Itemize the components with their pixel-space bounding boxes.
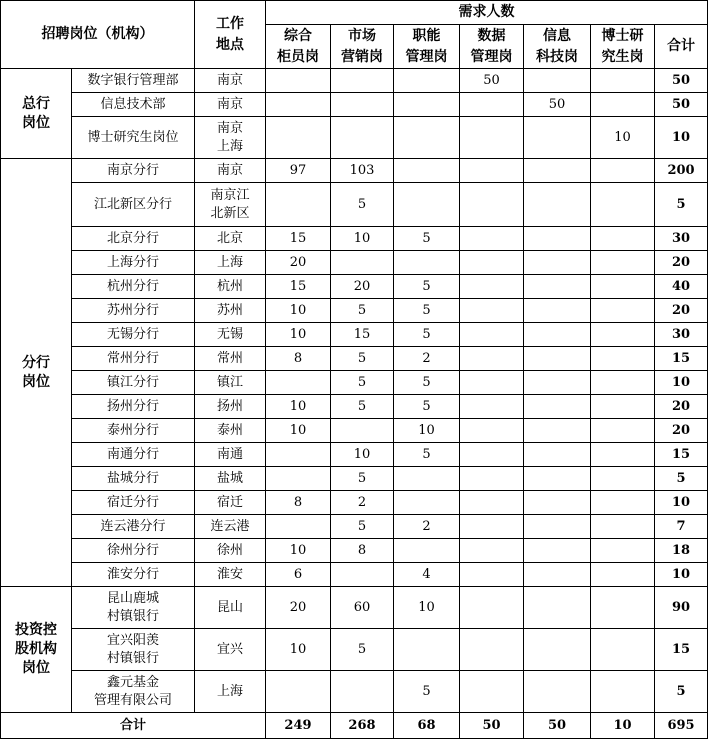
demand-value: 5 <box>394 395 460 419</box>
demand-value <box>524 467 591 491</box>
demand-value <box>524 395 591 419</box>
demand-value: 10 <box>266 419 331 443</box>
demand-value <box>460 515 524 539</box>
work-location: 扬州 <box>195 395 266 419</box>
table-row <box>1 539 708 563</box>
demand-value <box>591 251 655 275</box>
total-value: 50 <box>460 713 524 739</box>
institution-name: 徐州分行 <box>72 539 195 563</box>
header-col-total: 合计 <box>655 25 708 69</box>
demand-value <box>460 671 524 713</box>
table-row <box>1 371 708 395</box>
row-total: 10 <box>655 371 708 395</box>
totals-row <box>1 713 708 739</box>
institution-name: 扬州分行 <box>72 395 195 419</box>
demand-value <box>524 671 591 713</box>
demand-value: 2 <box>331 491 394 515</box>
work-location: 镇江 <box>195 371 266 395</box>
work-location: 北京 <box>195 227 266 251</box>
work-location: 上海 <box>195 671 266 713</box>
institution-name: 无锡分行 <box>72 323 195 347</box>
table-row <box>1 69 708 93</box>
table-row <box>1 629 708 671</box>
institution-name: 宜兴阳羡 村镇银行 <box>72 629 195 671</box>
demand-value <box>266 467 331 491</box>
demand-value <box>394 93 460 117</box>
work-location: 南京 <box>195 159 266 183</box>
demand-value <box>591 491 655 515</box>
demand-value: 10 <box>266 299 331 323</box>
institution-name: 南京分行 <box>72 159 195 183</box>
demand-value <box>524 563 591 587</box>
row-total: 5 <box>655 671 708 713</box>
table-row <box>1 491 708 515</box>
table-row <box>1 347 708 371</box>
row-total: 15 <box>655 347 708 371</box>
demand-value <box>591 395 655 419</box>
demand-value <box>331 93 394 117</box>
demand-value <box>460 275 524 299</box>
row-total: 7 <box>655 515 708 539</box>
demand-value <box>460 491 524 515</box>
demand-value <box>331 251 394 275</box>
work-location: 昆山 <box>195 587 266 629</box>
demand-value: 5 <box>394 323 460 347</box>
work-location: 盐城 <box>195 467 266 491</box>
demand-value <box>394 117 460 159</box>
header-col-marketing: 市场 营销岗 <box>331 25 394 69</box>
institution-name: 上海分行 <box>72 251 195 275</box>
work-location: 南京 <box>195 93 266 117</box>
total-value: 268 <box>331 713 394 739</box>
demand-value <box>591 183 655 227</box>
totals-label: 合计 <box>1 713 266 739</box>
demand-value <box>591 69 655 93</box>
table-header <box>1 1 708 69</box>
demand-value: 5 <box>331 467 394 491</box>
demand-value: 15 <box>266 227 331 251</box>
demand-value <box>524 443 591 467</box>
table-row <box>1 93 708 117</box>
demand-value <box>460 395 524 419</box>
demand-value <box>460 563 524 587</box>
demand-value <box>460 467 524 491</box>
row-total: 18 <box>655 539 708 563</box>
demand-value <box>394 159 460 183</box>
row-total: 90 <box>655 587 708 629</box>
demand-value <box>460 539 524 563</box>
demand-value: 5 <box>331 371 394 395</box>
demand-value: 10 <box>331 227 394 251</box>
demand-value: 2 <box>394 515 460 539</box>
demand-value: 5 <box>331 629 394 671</box>
demand-value: 20 <box>266 251 331 275</box>
demand-value <box>460 371 524 395</box>
demand-value <box>331 671 394 713</box>
demand-value <box>591 563 655 587</box>
table-row <box>1 323 708 347</box>
demand-value: 10 <box>266 629 331 671</box>
row-total: 50 <box>655 93 708 117</box>
demand-value <box>524 539 591 563</box>
demand-value: 10 <box>266 323 331 347</box>
demand-value <box>266 671 331 713</box>
table-row <box>1 299 708 323</box>
total-value: 50 <box>524 713 591 739</box>
demand-value <box>591 299 655 323</box>
demand-value <box>460 117 524 159</box>
demand-value <box>524 491 591 515</box>
demand-value: 50 <box>524 93 591 117</box>
demand-value: 5 <box>331 299 394 323</box>
demand-value <box>460 299 524 323</box>
demand-value: 5 <box>331 395 394 419</box>
demand-value <box>266 117 331 159</box>
demand-value <box>266 93 331 117</box>
demand-value: 5 <box>331 515 394 539</box>
header-col-it: 信息 科技岗 <box>524 25 591 69</box>
demand-value: 5 <box>394 275 460 299</box>
institution-name: 南通分行 <box>72 443 195 467</box>
demand-value: 8 <box>266 491 331 515</box>
work-location: 南京江 北新区 <box>195 183 266 227</box>
demand-value: 15 <box>331 323 394 347</box>
table-row <box>1 563 708 587</box>
demand-value <box>591 515 655 539</box>
row-total: 10 <box>655 563 708 587</box>
header-col-teller: 综合 柜员岗 <box>266 25 331 69</box>
demand-value: 5 <box>394 443 460 467</box>
demand-value <box>591 443 655 467</box>
total-value: 249 <box>266 713 331 739</box>
demand-value <box>460 251 524 275</box>
demand-value: 50 <box>460 69 524 93</box>
institution-name: 昆山鹿城 村镇银行 <box>72 587 195 629</box>
total-value: 68 <box>394 713 460 739</box>
demand-value <box>524 183 591 227</box>
demand-value: 4 <box>394 563 460 587</box>
demand-value <box>524 69 591 93</box>
demand-value <box>591 275 655 299</box>
demand-value <box>591 93 655 117</box>
institution-name: 博士研究生岗位 <box>72 117 195 159</box>
demand-value: 20 <box>266 587 331 629</box>
demand-value <box>460 159 524 183</box>
demand-value <box>524 629 591 671</box>
demand-value <box>591 323 655 347</box>
demand-value <box>394 467 460 491</box>
demand-value <box>591 371 655 395</box>
row-total: 15 <box>655 629 708 671</box>
table-body <box>1 69 708 713</box>
table-row <box>1 587 708 629</box>
demand-value: 103 <box>331 159 394 183</box>
institution-name: 淮安分行 <box>72 563 195 587</box>
row-total: 10 <box>655 491 708 515</box>
demand-value <box>591 467 655 491</box>
row-total: 200 <box>655 159 708 183</box>
institution-name: 常州分行 <box>72 347 195 371</box>
institution-name: 盐城分行 <box>72 467 195 491</box>
demand-value <box>460 629 524 671</box>
institution-name: 泰州分行 <box>72 419 195 443</box>
demand-value <box>331 117 394 159</box>
table-row <box>1 443 708 467</box>
demand-value <box>331 419 394 443</box>
work-location: 杭州 <box>195 275 266 299</box>
work-location: 上海 <box>195 251 266 275</box>
row-total: 20 <box>655 251 708 275</box>
table-row <box>1 117 708 159</box>
demand-value <box>524 227 591 251</box>
institution-name: 镇江分行 <box>72 371 195 395</box>
demand-value <box>591 671 655 713</box>
demand-value <box>591 539 655 563</box>
demand-value <box>266 371 331 395</box>
row-total: 10 <box>655 117 708 159</box>
demand-value <box>266 69 331 93</box>
demand-value <box>524 587 591 629</box>
demand-value: 97 <box>266 159 331 183</box>
table-row <box>1 419 708 443</box>
demand-value <box>460 227 524 251</box>
demand-value <box>524 117 591 159</box>
demand-value: 10 <box>331 443 394 467</box>
header-position-institution: 招聘岗位（机构） <box>1 1 195 69</box>
work-location: 泰州 <box>195 419 266 443</box>
demand-value: 5 <box>394 671 460 713</box>
row-total: 40 <box>655 275 708 299</box>
demand-value: 10 <box>266 539 331 563</box>
demand-value <box>524 251 591 275</box>
demand-value: 5 <box>331 183 394 227</box>
demand-value <box>591 347 655 371</box>
row-total: 50 <box>655 69 708 93</box>
demand-value <box>591 159 655 183</box>
work-location: 无锡 <box>195 323 266 347</box>
demand-value <box>394 539 460 563</box>
demand-value <box>460 587 524 629</box>
work-location: 南通 <box>195 443 266 467</box>
total-value: 10 <box>591 713 655 739</box>
demand-value <box>524 515 591 539</box>
header-col-phd: 博士研 究生岗 <box>591 25 655 69</box>
demand-value <box>460 347 524 371</box>
row-total: 15 <box>655 443 708 467</box>
header-work-location: 工作 地点 <box>195 1 266 69</box>
demand-value: 6 <box>266 563 331 587</box>
demand-value <box>460 93 524 117</box>
group-label: 分行 岗位 <box>1 159 72 587</box>
institution-name: 信息技术部 <box>72 93 195 117</box>
group-label: 总行 岗位 <box>1 69 72 159</box>
work-location: 南京 <box>195 69 266 93</box>
table-row <box>1 515 708 539</box>
demand-value <box>591 227 655 251</box>
total-value: 695 <box>655 713 708 739</box>
institution-name: 宿迁分行 <box>72 491 195 515</box>
group-label: 投资控 股机构 岗位 <box>1 587 72 713</box>
demand-value <box>524 323 591 347</box>
work-location: 南京 上海 <box>195 117 266 159</box>
row-total: 30 <box>655 323 708 347</box>
demand-value: 2 <box>394 347 460 371</box>
table-row <box>1 159 708 183</box>
work-location: 徐州 <box>195 539 266 563</box>
demand-value: 5 <box>331 347 394 371</box>
institution-name: 鑫元基金 管理有限公司 <box>72 671 195 713</box>
demand-value <box>394 183 460 227</box>
demand-value <box>331 69 394 93</box>
table-row <box>1 275 708 299</box>
demand-value: 15 <box>266 275 331 299</box>
demand-value <box>524 299 591 323</box>
demand-value <box>394 251 460 275</box>
demand-value <box>460 323 524 347</box>
demand-value: 5 <box>394 371 460 395</box>
demand-value: 10 <box>394 419 460 443</box>
work-location: 淮安 <box>195 563 266 587</box>
demand-value <box>524 159 591 183</box>
demand-value <box>394 491 460 515</box>
demand-value: 10 <box>394 587 460 629</box>
row-total: 20 <box>655 299 708 323</box>
demand-value: 5 <box>394 227 460 251</box>
row-total: 20 <box>655 395 708 419</box>
work-location: 宜兴 <box>195 629 266 671</box>
table-row <box>1 183 708 227</box>
header-demand-count: 需求人数 <box>266 1 708 25</box>
demand-value <box>266 515 331 539</box>
demand-value: 8 <box>266 347 331 371</box>
demand-value <box>524 275 591 299</box>
institution-name: 北京分行 <box>72 227 195 251</box>
table-row <box>1 467 708 491</box>
demand-value <box>394 629 460 671</box>
work-location: 苏州 <box>195 299 266 323</box>
work-location: 宿迁 <box>195 491 266 515</box>
demand-value <box>460 183 524 227</box>
demand-value <box>460 443 524 467</box>
header-col-admin: 职能 管理岗 <box>394 25 460 69</box>
table-row <box>1 395 708 419</box>
institution-name: 连云港分行 <box>72 515 195 539</box>
row-total: 30 <box>655 227 708 251</box>
demand-value: 10 <box>266 395 331 419</box>
header-col-data: 数据 管理岗 <box>460 25 524 69</box>
demand-value: 60 <box>331 587 394 629</box>
demand-value: 5 <box>394 299 460 323</box>
demand-value: 20 <box>331 275 394 299</box>
demand-value <box>331 563 394 587</box>
demand-value <box>266 183 331 227</box>
work-location: 常州 <box>195 347 266 371</box>
work-location: 连云港 <box>195 515 266 539</box>
row-total: 5 <box>655 467 708 491</box>
demand-value: 10 <box>591 117 655 159</box>
table-row <box>1 251 708 275</box>
institution-name: 江北新区分行 <box>72 183 195 227</box>
demand-value <box>591 629 655 671</box>
institution-name: 杭州分行 <box>72 275 195 299</box>
institution-name: 数字银行管理部 <box>72 69 195 93</box>
table-row <box>1 671 708 713</box>
demand-value <box>524 347 591 371</box>
demand-value <box>524 419 591 443</box>
row-total: 5 <box>655 183 708 227</box>
demand-value <box>394 69 460 93</box>
demand-value <box>591 587 655 629</box>
table-footer <box>1 713 708 739</box>
demand-value <box>524 371 591 395</box>
demand-value <box>591 419 655 443</box>
institution-name: 苏州分行 <box>72 299 195 323</box>
row-total: 20 <box>655 419 708 443</box>
table-row <box>1 227 708 251</box>
demand-value: 8 <box>331 539 394 563</box>
demand-value <box>460 419 524 443</box>
demand-value <box>266 443 331 467</box>
